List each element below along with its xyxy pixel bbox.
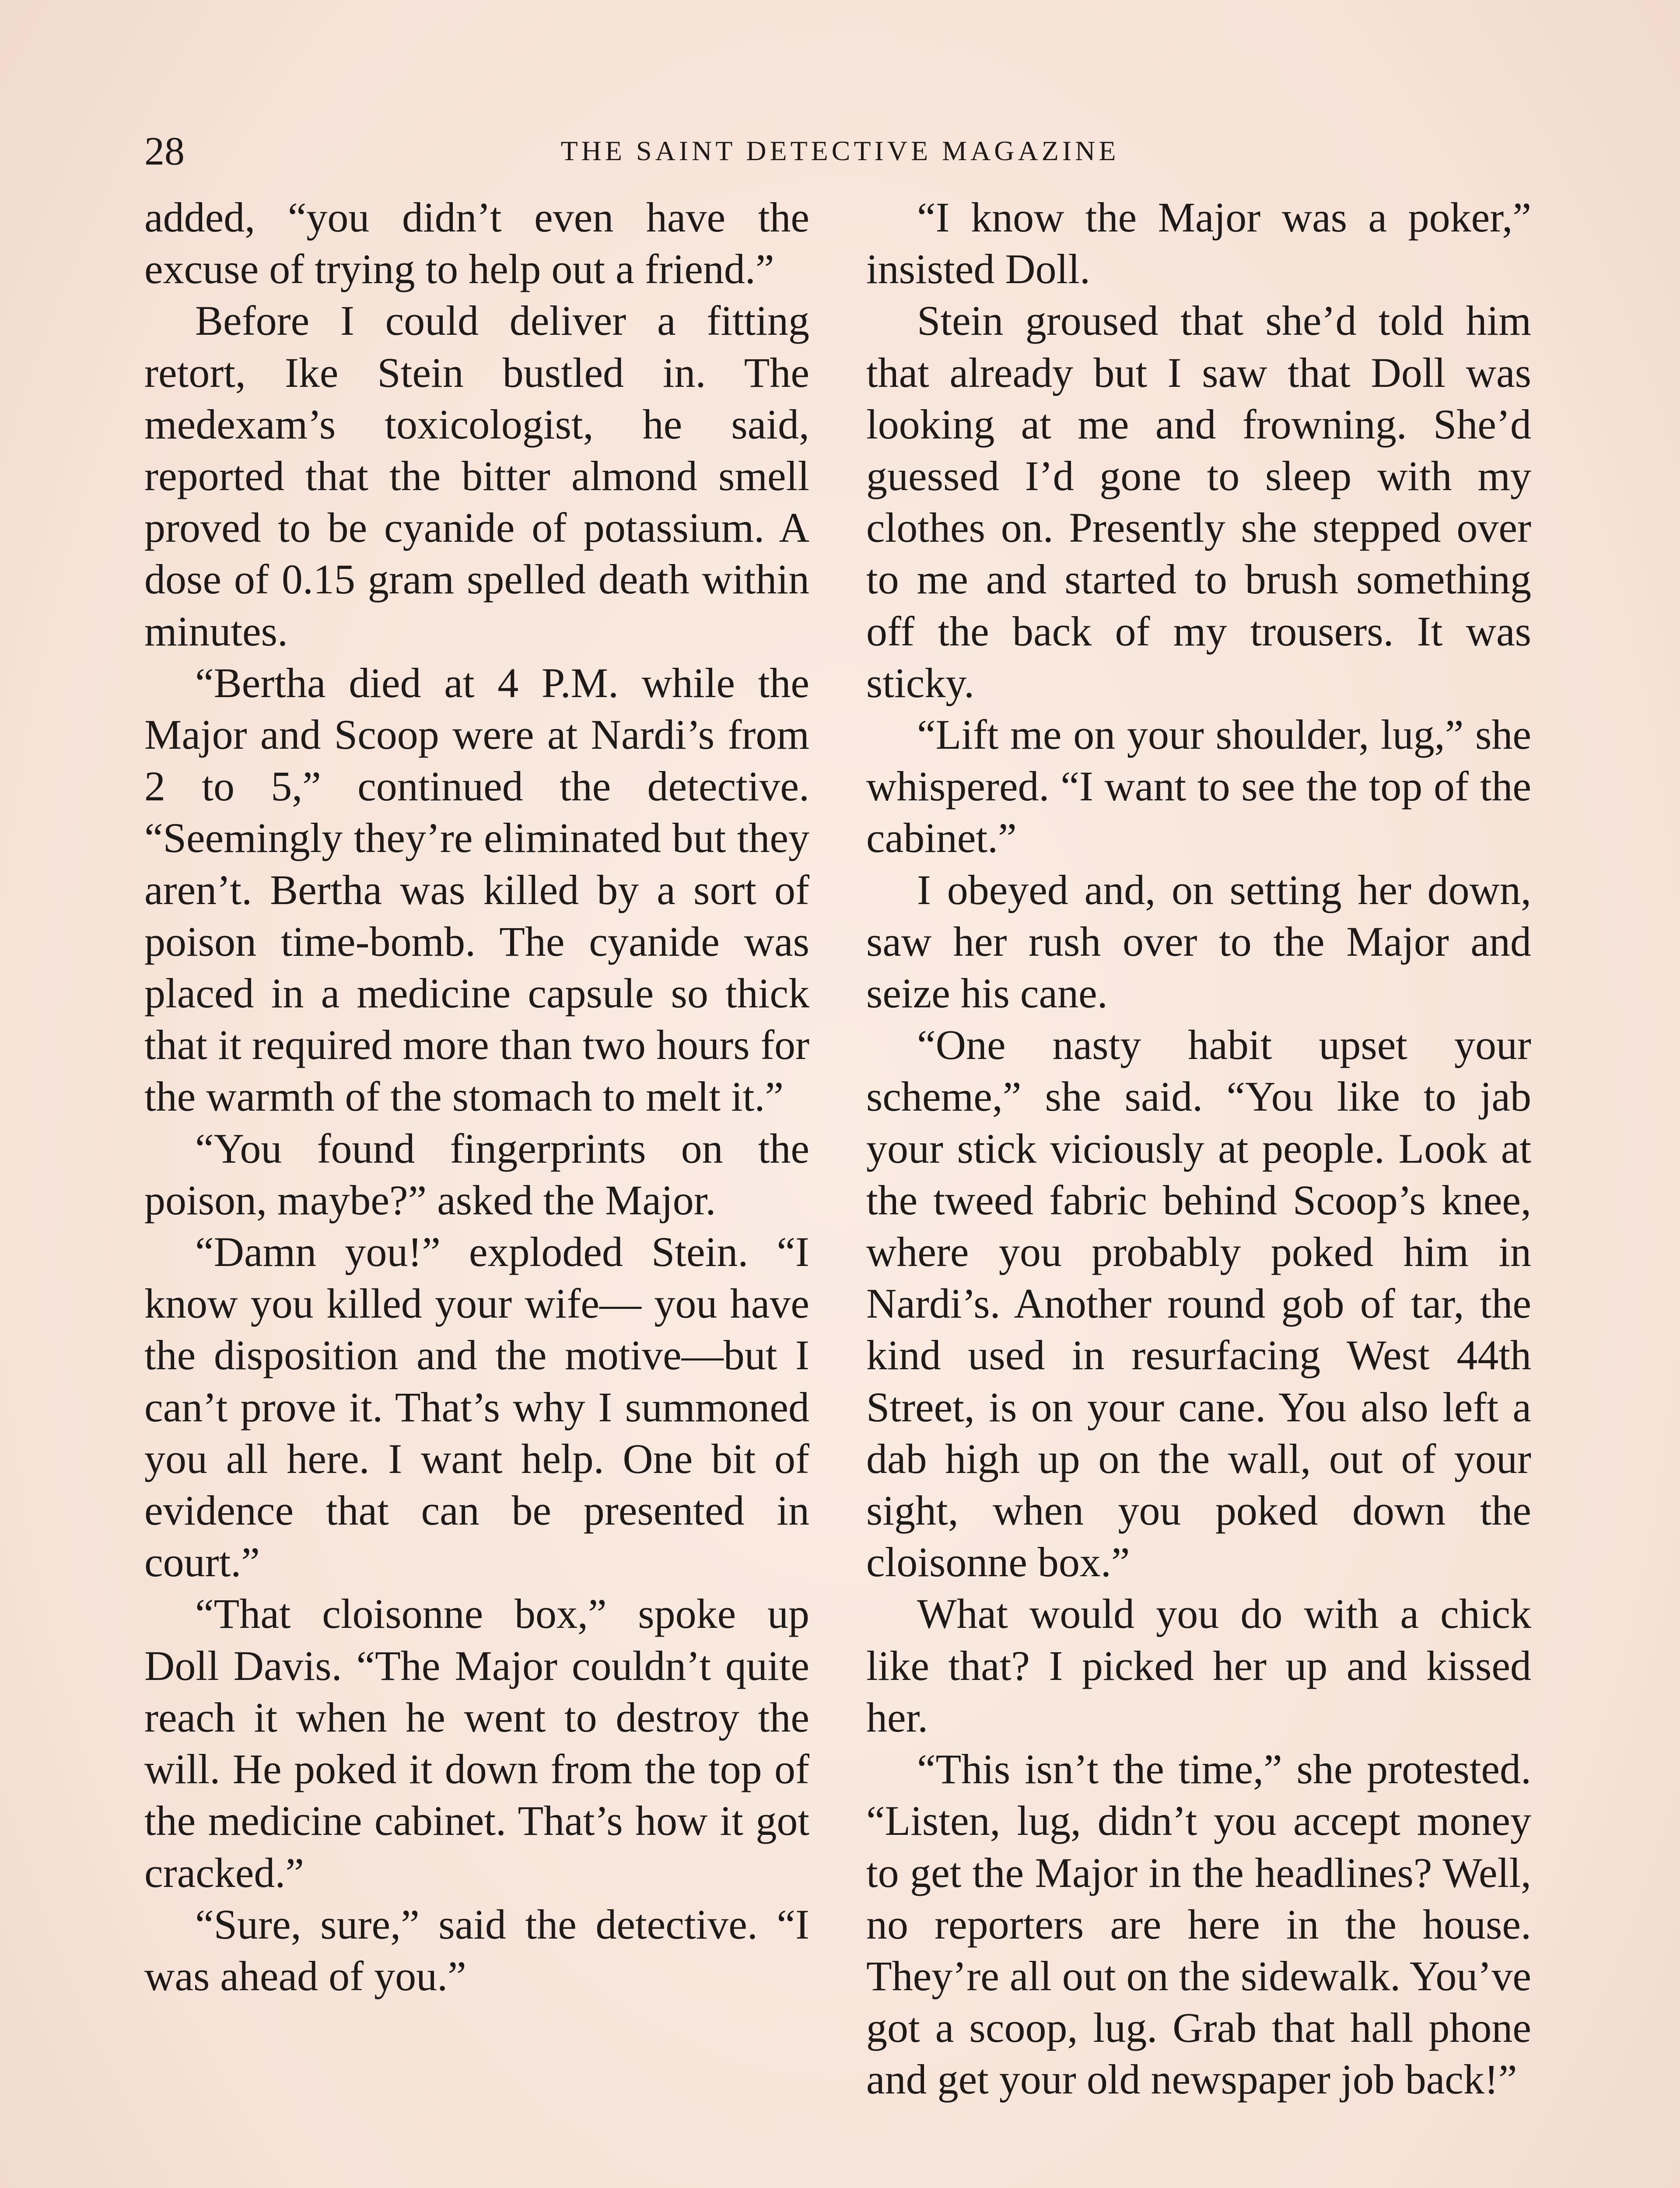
- left-column: [144, 192, 809, 2002]
- paragraph: I obeyed and, on setting her down, saw her rush over to the Major and seize his cane.: [866, 866, 1531, 1017]
- paragraph: “That cloisonne box,” spoke up Doll Davis. “The Major couldn’t quite reach it when he went to destroy the will. He poked it down from the top of the medicine cabinet. That’s how it got cracked.”: [144, 1590, 809, 1896]
- paragraph: Before I could deliver a fitting retort, Ike Stein bustled in. The medexam’s toxicologist, he said, reported that the bitter almond smell proved to be cyanide of potassium. A dose of 0.15 gram spelled death within minutes.: [144, 297, 809, 655]
- paragraph: “This isn’t the time,” she protested. “Listen, lug, didn’t you accept money to get the Major in the headlines? Well, no reporters are here in the house. They’re all out on the sidewalk. You’ve got a scoop, lug. Grab that hall phone and get your old newspaper job back!”: [866, 1746, 1531, 2103]
- paragraph: “One nasty habit upset your scheme,” she said. “You like to jab your stick viciously at people. Look at the tweed fabric behind Scoop’s knee, where you probably poked him in Nardi’s. Another round gob of tar, the kind used in resurfacing West 44th Street, is on your cane. You also left a dab high up on the wall, out of your sight, when you poked down the cloisonne box.”: [866, 1021, 1531, 1586]
- paragraph: What would you do with a chick like that? I picked her up and kissed her.: [866, 1590, 1531, 1741]
- page-header: [144, 123, 1536, 179]
- page-number: 28: [144, 129, 185, 173]
- running-head: THE SAINT DETECTIVE MAGAZINE: [560, 135, 1120, 166]
- paragraph: “Damn you!” exploded Stein. “I know you killed your wife— you have the disposition and the motive—but I can’t prove it. That’s why I summoned you all here. I want help. One bit of evidence that can be presented in court.”: [144, 1228, 809, 1586]
- paragraph: “You found fingerprints on the poison, maybe?” asked the Major.: [144, 1125, 809, 1224]
- paragraph: added, “you didn’t even have the excuse of trying to help out a friend.”: [144, 194, 809, 293]
- paragraph: “I know the Major was a poker,” insisted Doll.: [866, 194, 1531, 293]
- right-column: [866, 192, 1531, 2106]
- paragraph: “Sure, sure,” said the detective. “I was ahead of you.”: [144, 1900, 809, 1999]
- paragraph: Stein groused that she’d told him that already but I saw that Doll was looking at me and frowning. She’d guessed I’d gone to sleep with my clothes on. Presently she stepped over to me and started to brush something off the back of my trousers. It was sticky.: [866, 297, 1531, 706]
- paragraph: “Bertha died at 4 P.M. while the Major and Scoop were at Nardi’s from 2 to 5,” continued the detective. “Seemingly they’re eliminated but they aren’t. Bertha was killed by a sort of poison time-bomb. The cyanide was placed in a medicine capsule so thick that it required more than two hours for the warmth of the stomach to melt it.”: [144, 659, 809, 1120]
- paragraph: “Lift me on your shoulder, lug,” she whispered. “I want to see the top of the cabinet.”: [866, 711, 1531, 862]
